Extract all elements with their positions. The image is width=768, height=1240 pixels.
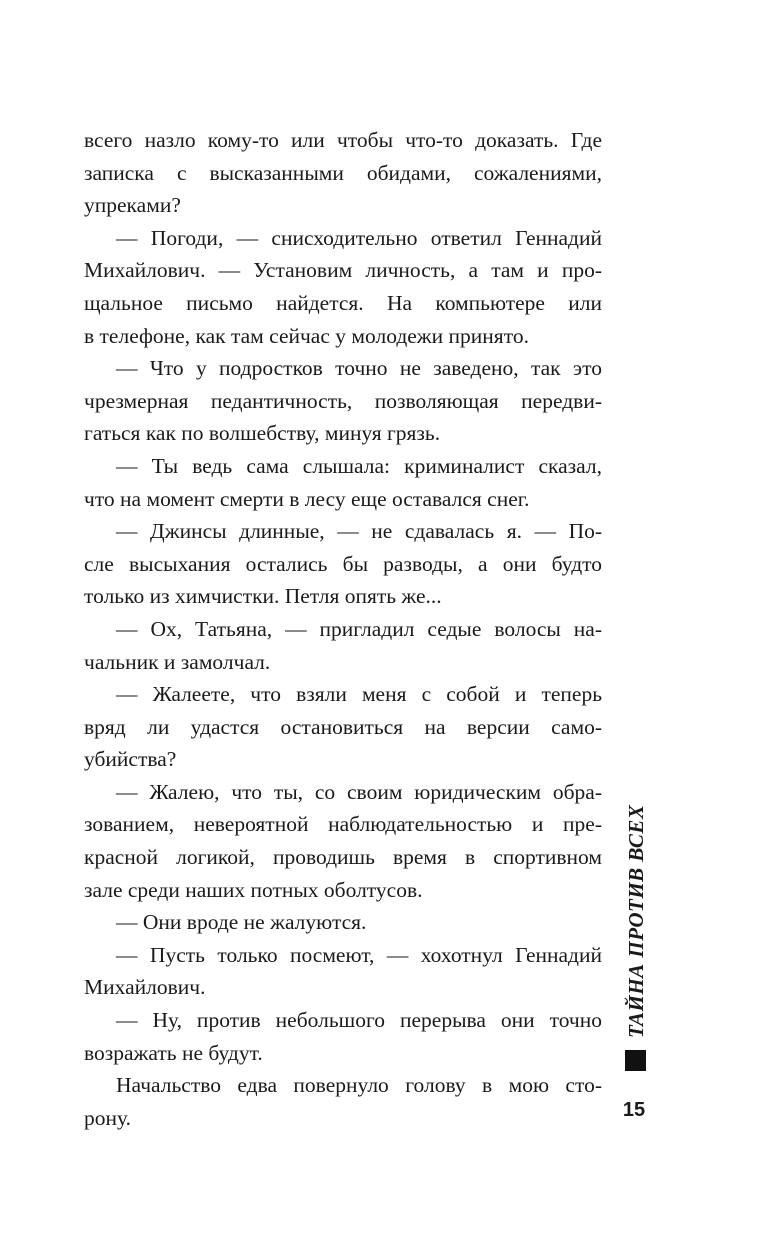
text-line: — Пусть только посмеют, — хохотнул Геннадий	[116, 942, 602, 967]
text-line: всего назло кому-то или чтобы что-то доказать. Где	[84, 128, 602, 152]
text-line: — Ох, Татьяна, — пригладил седые волосы на-	[116, 616, 602, 641]
text-line: — Ну, против небольшого перерыва они точно	[116, 1008, 602, 1033]
text-line: только из химчистки. Петля опять же...	[84, 584, 442, 609]
body-text	[84, 124, 602, 1134]
text-line: — Джинсы длинные, — не сдавалась я. — По-	[116, 519, 602, 544]
text-line: убийства?	[84, 747, 177, 772]
text-line: зале среди наших потных оболтусов.	[84, 877, 423, 902]
text-line: гаться как по волшебству, минуя грязь.	[84, 421, 441, 446]
text-line: вряд ли удастся остановиться на версии само-	[84, 714, 602, 739]
text-line: упреками?	[84, 193, 181, 218]
section-marker-square	[625, 1050, 646, 1071]
running-title: ТАЙНА ПРОТИВ ВСЕХ	[624, 804, 648, 1038]
text-line: — Погоди, — снисходительно ответил Геннадий	[116, 225, 602, 250]
text-line: — Жалеете, что взяли меня с собой и теперь	[116, 682, 602, 707]
text-line: что на момент смерти в лесу еще оставался снег.	[84, 486, 530, 511]
text-line: чальник и замолчал.	[84, 649, 271, 674]
text-line: — Что у подростков точно не заведено, так это	[116, 356, 602, 381]
text-line: в телефоне, как там сейчас у молодежи принято.	[84, 323, 529, 348]
text-line: — Они вроде не жалуются.	[116, 910, 367, 935]
text-line: чрезмерная педантичность, позволяющая передви-	[84, 388, 602, 413]
text-line: — Ты ведь сама слышала: криминалист сказал,	[116, 453, 602, 478]
text-line: щальное письмо найдется. На компьютере или	[84, 290, 602, 315]
text-line: — Жалею, что ты, со своим юридическим обра-	[116, 779, 602, 804]
page-number: 15	[622, 1099, 646, 1121]
text-line: возражать не будут.	[84, 1040, 263, 1065]
text-line: красной логикой, проводишь время в спортивном	[84, 845, 602, 870]
text-line: записка с высказанными обидами, сожалениями,	[84, 160, 602, 185]
text-line: Начальство едва повернуло голову в мою сто-	[116, 1073, 602, 1098]
text-line: рону.	[84, 1105, 131, 1130]
text-line: сле высыхания остались бы разводы, а они будто	[84, 551, 602, 576]
text-line: Михайлович. — Установим личность, а там и про-	[84, 258, 602, 283]
text-line: зованием, невероятной наблюдательностью и пре-	[84, 812, 602, 837]
text-line: Михайлович.	[84, 975, 206, 1000]
